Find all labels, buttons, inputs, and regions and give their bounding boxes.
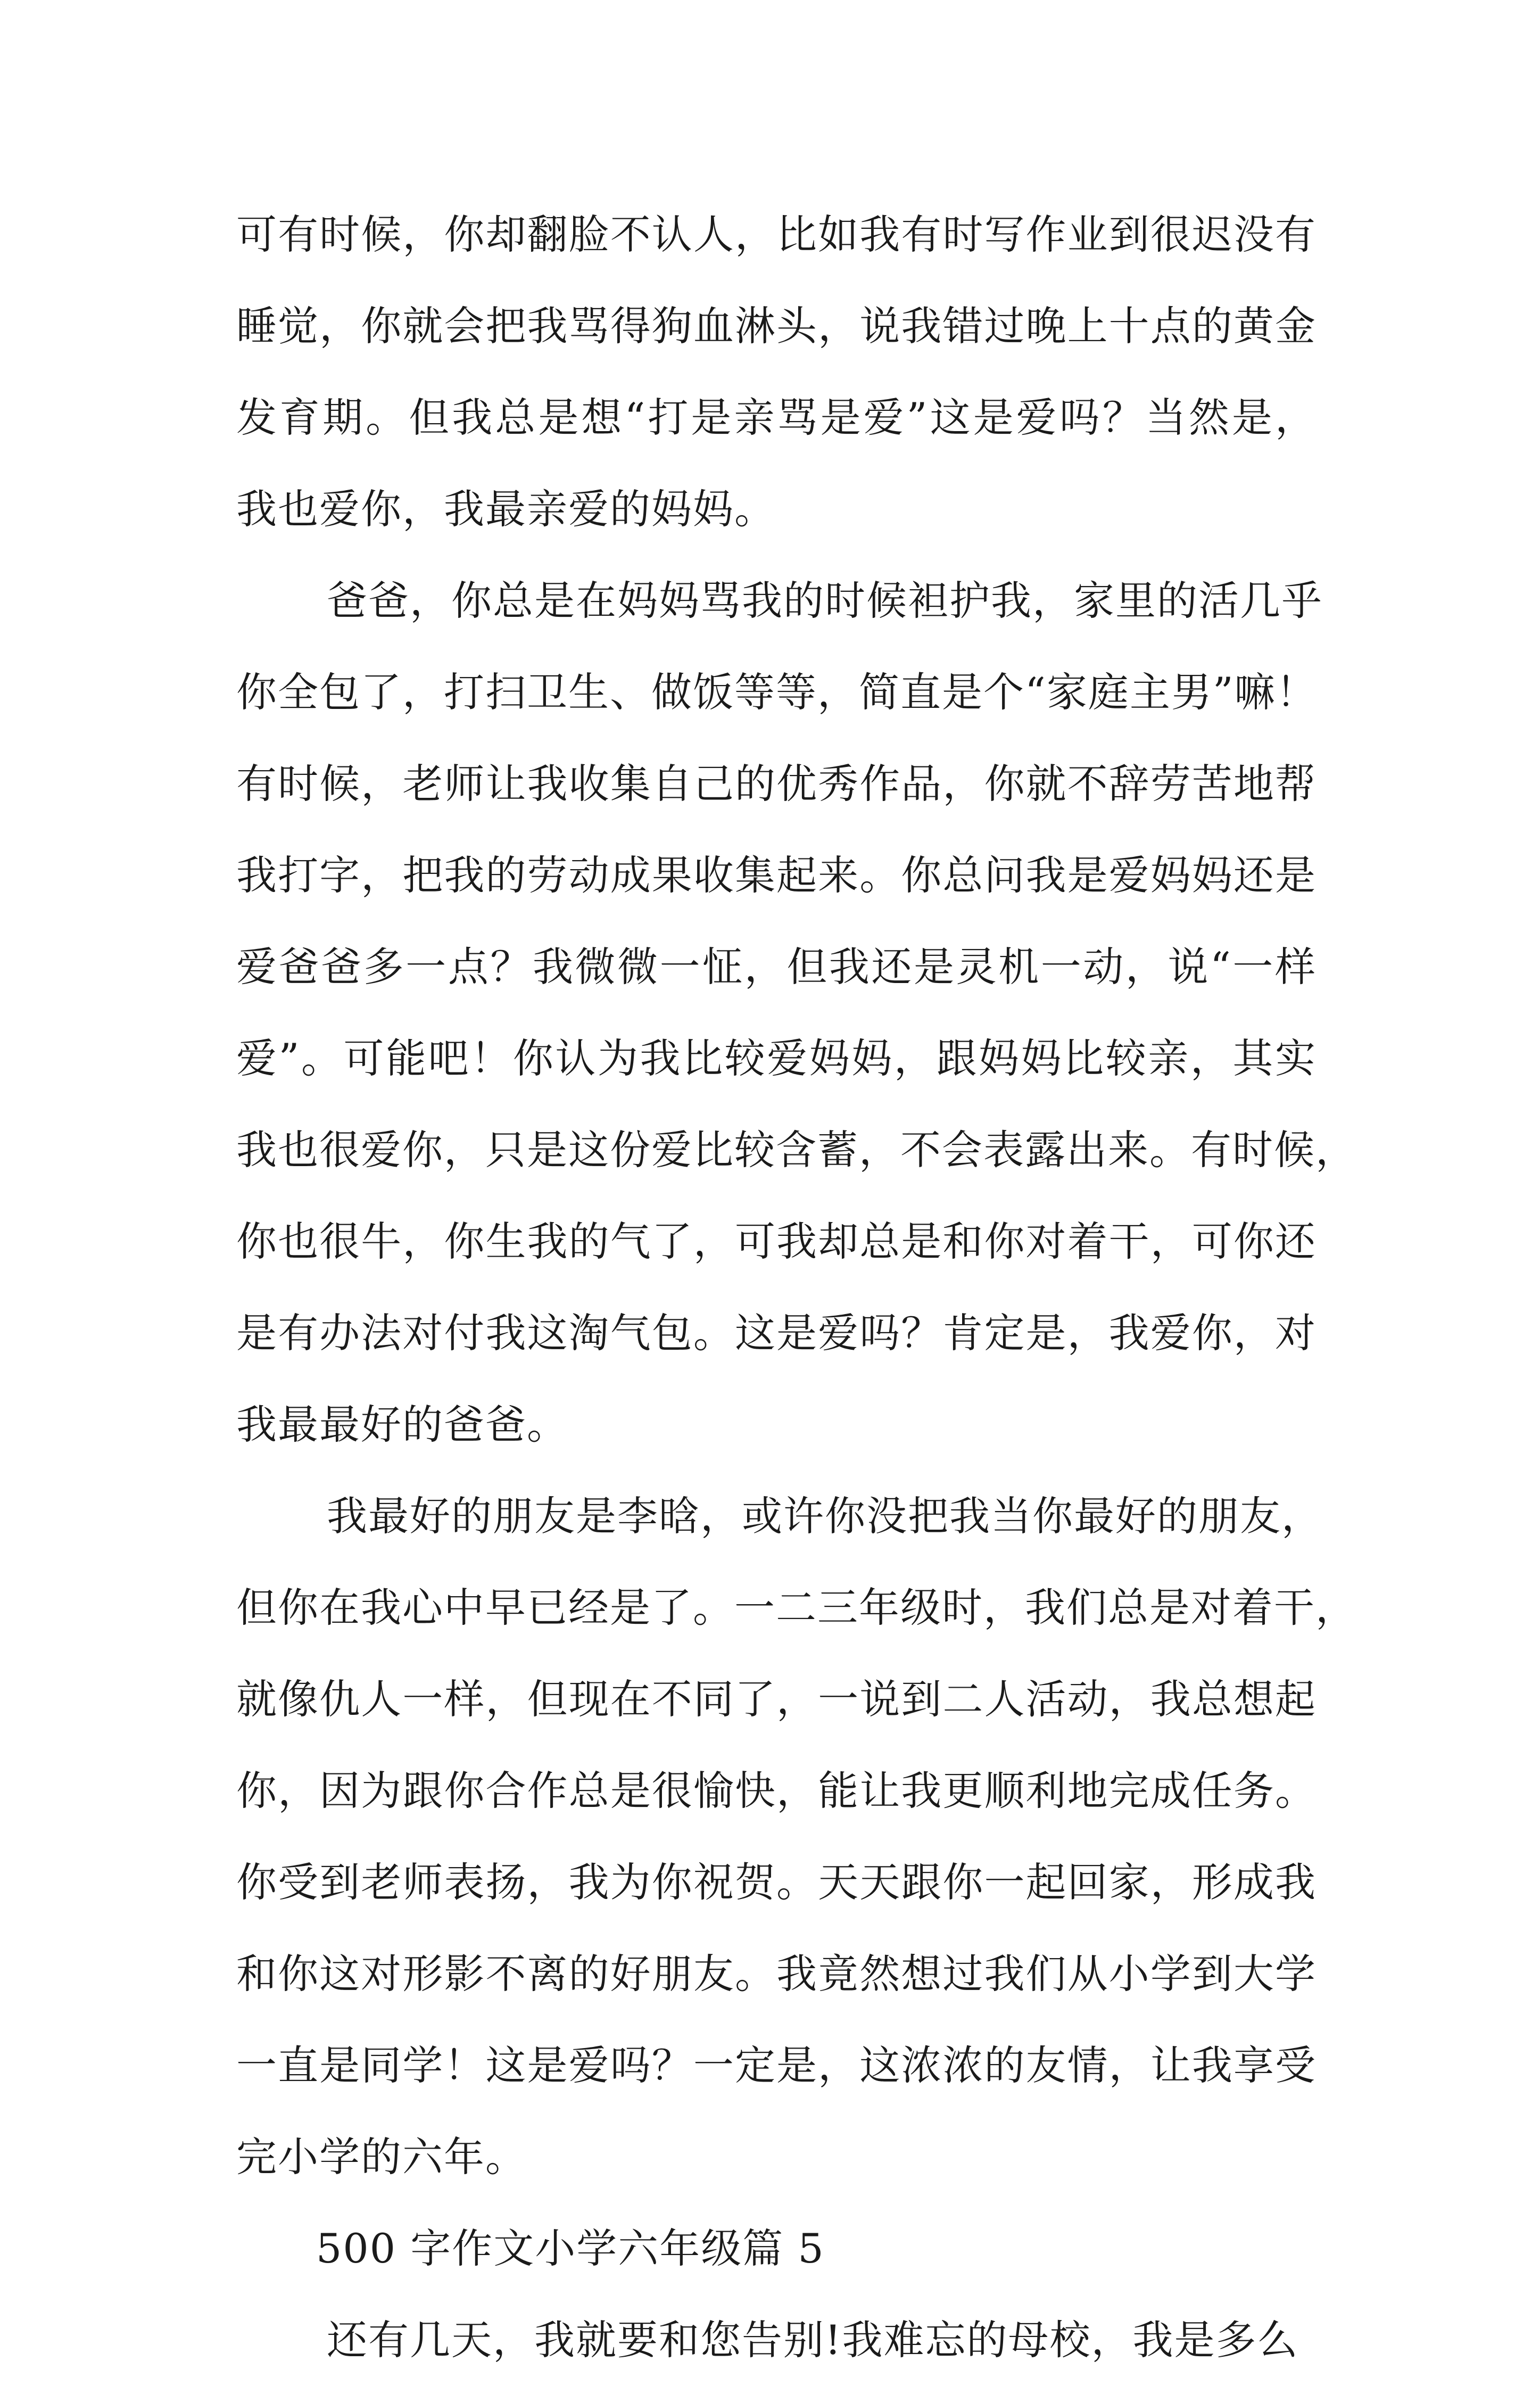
text-line: 发育期。但我总是想“打是亲骂是爱”这是爱吗？当然是， [236,394,1317,441]
text-line: 我最好的朋友是李晗，或许你没把我当你最好的朋友， [327,1492,1323,1540]
text-line: 睡觉，你就会把我骂得狗血淋头，说我错过晚上十点的黄金 [236,302,1317,350]
text-line: 你受到老师表扬，我为你祝贺。天天跟你一起回家，形成我 [236,1859,1317,1906]
text-line: 但你在我心中早已经是了。一二三年级时，我们总是对着干， [236,1584,1357,1631]
essay-body [236,189,1357,2386]
text-line: 完小学的六年。 [236,2133,527,2181]
text-line: 还有几天，我就要和您告别!我难忘的母校，我是多么 [327,2316,1299,2364]
text-line: 有时候，老师让我收集自己的优秀作品，你就不辞劳苦地帮 [236,760,1317,807]
text-line: 你全包了，打扫卫生、做饭等等，简直是个“家庭主男”嘛！ [236,668,1318,716]
text-line: 我也爱你，我最亲爱的妈妈。 [236,485,776,533]
text-line: 你，因为跟你合作总是很愉快，能让我更顺利地完成任务。 [236,1767,1317,1814]
text-line: 就像仇人一样，但现在不同了，一说到二人活动，我总想起 [236,1675,1317,1723]
text-line: 你也很牛，你生我的气了，可我却总是和你对着干，可你还 [236,1218,1317,1265]
text-line: 爱爸爸多一点？我微微一怔，但我还是灵机一动，说“一样 [236,943,1317,990]
text-line: 和你这对形影不离的好朋友。我竟然想过我们从小学到大学 [236,1950,1317,1997]
text-line: 一直是同学！这是爱吗？一定是，这浓浓的友情，让我享受 [236,2042,1317,2089]
section-heading: 500 字作文小学六年级篇 5 [316,2225,825,2272]
text-line: 我也很爱你，只是这份爱比较含蓄，不会表露出来。有时候， [236,1126,1357,1174]
text-line: 爱”。可能吧！你认为我比较爱妈妈，跟妈妈比较亲，其实 [236,1035,1317,1082]
text-line: 可有时候，你却翻脸不认人，比如我有时写作业到很迟没有 [236,211,1317,258]
text-line: 是有办法对付我这淘气包。这是爱吗？肯定是，我爱你，对 [236,1309,1317,1357]
text-line: 我打字，把我的劳动成果收集起来。你总问我是爱妈妈还是 [236,852,1317,899]
text-line: 我最最好的爸爸。 [236,1401,568,1448]
text-line: 爸爸，你总是在妈妈骂我的时候袒护我，家里的活几乎 [327,577,1323,624]
